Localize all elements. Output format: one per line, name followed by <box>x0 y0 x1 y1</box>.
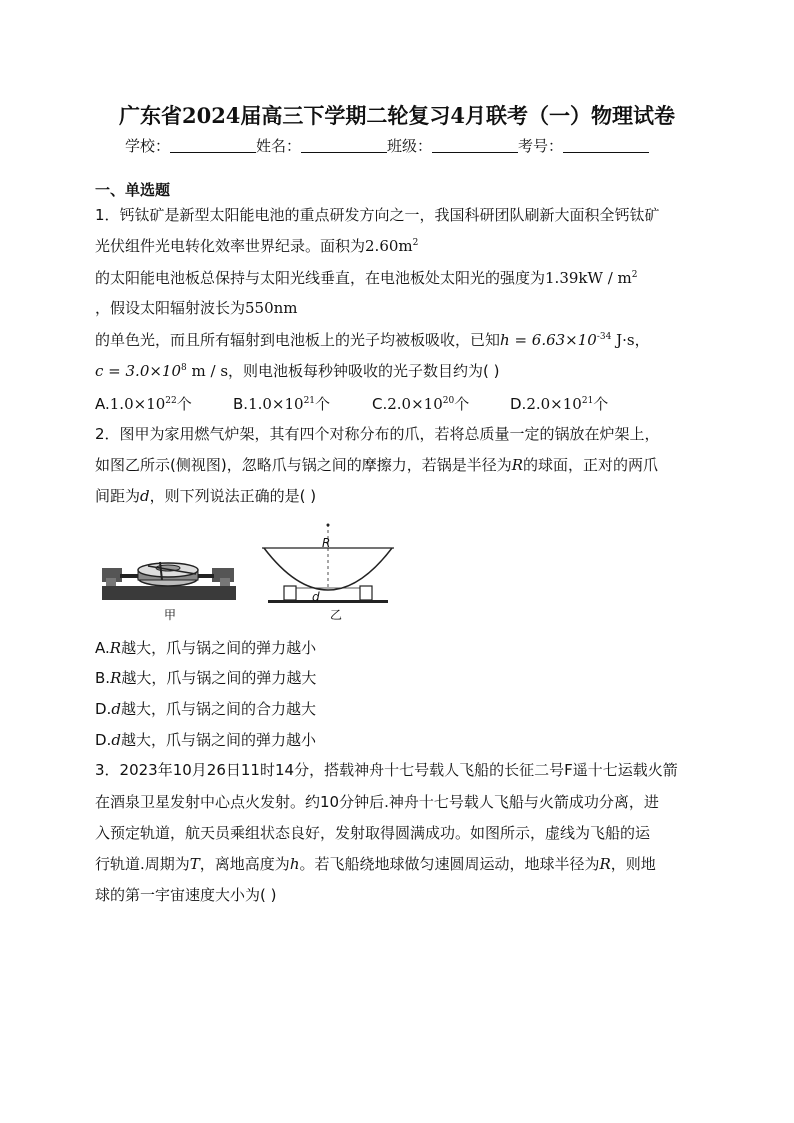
q1-lightspeed-exp: 8 <box>181 363 187 373</box>
q3-var-R: R <box>599 855 611 873</box>
q1-area-exp: 2 <box>412 238 419 248</box>
exam-no-label: 考号： <box>518 137 564 155</box>
q3-line-4 <box>95 854 656 874</box>
option-unit: 个 <box>454 395 470 413</box>
class-blank[interactable] <box>432 138 518 153</box>
q2-line-3 <box>95 486 316 506</box>
figure-yi-label: 乙 <box>330 608 343 622</box>
stove-right-foot <box>220 578 230 586</box>
q2-line-2-text-b: 的球面，正对的两爪 <box>523 456 659 474</box>
q1-line-6 <box>95 361 500 381</box>
option-label: D. <box>95 731 112 749</box>
option-unit: 个 <box>315 395 331 413</box>
q2-var-R: R <box>511 456 524 474</box>
option-value: 1.0×10 <box>109 395 166 413</box>
q1-line-6-text: ，则电池板每秒钟吸收的光子数目约为( ) <box>228 362 500 380</box>
option-exp: 21 <box>581 396 594 406</box>
q1-line-5 <box>95 330 650 350</box>
school-blank[interactable] <box>170 138 256 153</box>
q1-wavelength: 550nm <box>245 299 298 317</box>
option-text: 越大，爪与锅之间的合力越大 <box>120 700 316 718</box>
q1-line-3 <box>95 268 637 288</box>
left-claw <box>284 586 296 600</box>
name-label: 姓名： <box>256 137 302 155</box>
option-value: 1.0×10 <box>248 395 304 413</box>
q3-line-4-text-c: 。若飞船绕地球做匀速圆周运动，地球半径为 <box>299 855 600 873</box>
q3-var-h: h <box>289 855 300 873</box>
q2-option-b[interactable] <box>95 667 316 688</box>
q2-line-3-text: 间距为 <box>95 487 141 505</box>
q2-line-2-text: 如图乙所示(侧视图)，忽略爪与锅之间的摩擦力，若锅是半径为 <box>95 456 512 474</box>
q1-option-a[interactable] <box>95 393 192 414</box>
q1-lightspeed-unit: m / s <box>186 362 229 380</box>
q1-line-3-text: 的太阳能电池板总保持与太阳光线垂直，在电池板处太阳光的强度为 <box>95 269 546 287</box>
q3-line-5: 球的第一宇宙速度大小为( ) <box>95 886 277 904</box>
option-label: D. <box>510 395 527 413</box>
option-value: 2.0×10 <box>526 395 582 413</box>
q1-planck-exp: -34 <box>596 332 612 342</box>
sphere-center-dot <box>327 524 330 527</box>
right-claw <box>360 586 372 600</box>
q2-option-c[interactable] <box>95 698 316 719</box>
option-label: D. <box>95 700 112 718</box>
q2-option-a[interactable] <box>95 637 316 658</box>
option-value: 2.0×10 <box>387 395 443 413</box>
q1-line-1: 1．钙钛矿是新型太阳能电池的重点研发方向之一，我国科研团队刷新大面积全钙钛矿 <box>95 206 660 224</box>
option-unit: 个 <box>593 395 609 413</box>
q3-line-2: 在酒泉卫星发射中心点火发射。约10分钟后.神舟十七号载人飞船与火箭成功分离，进 <box>95 793 659 811</box>
page-title: 广东省2024届高三下学期二轮复习4月联考（一）物理试卷 <box>118 103 676 128</box>
q1-line-2-text: 光伏组件光电转化效率世界纪录。面积为 <box>95 237 366 255</box>
class-label: 班级： <box>387 137 433 155</box>
q1-line-4 <box>95 298 298 318</box>
option-var: d <box>111 700 121 718</box>
option-var: d <box>111 731 121 749</box>
option-text: 越大，爪与锅之间的弹力越小 <box>120 731 316 749</box>
figure-jia-label: 甲 <box>164 608 177 622</box>
figure-R-label: R <box>322 536 331 550</box>
q1-line-5-text: 的单色光，而且所有辐射到电池板上的光子均被板吸收，已知 <box>95 331 501 349</box>
q1-intensity-exp: 2 <box>631 270 638 280</box>
figure-gas-stove <box>100 540 240 606</box>
q1-line-4-text: ，假设太阳辐射波长为 <box>95 299 246 317</box>
option-exp: 22 <box>165 396 177 406</box>
option-text: 越大，爪与锅之间的弹力越大 <box>121 669 317 687</box>
student-info-line <box>125 135 649 156</box>
q3-line-4-text: 行轨道.周期为 <box>95 855 190 873</box>
stove-left-claw <box>120 574 140 578</box>
option-exp: 20 <box>442 396 455 406</box>
option-text: 越大，爪与锅之间的弹力越小 <box>121 639 317 657</box>
q1-option-c[interactable] <box>372 393 469 414</box>
exam-no-blank[interactable] <box>563 138 649 153</box>
option-var: R <box>110 669 122 687</box>
name-blank[interactable] <box>301 138 387 153</box>
q1-line-2 <box>95 236 418 256</box>
rack-base <box>268 600 388 603</box>
q2-var-d: d <box>140 487 150 505</box>
q1-intensity: 1.39kW / m <box>545 269 632 287</box>
school-label: 学校： <box>125 137 171 155</box>
option-var: R <box>109 639 122 657</box>
figure-d-label: d <box>312 590 320 604</box>
q3-line-4-text-b: ，离地高度为 <box>199 855 290 873</box>
stove-right-claw <box>196 574 214 578</box>
option-label: A. <box>95 639 110 657</box>
q2-option-d[interactable] <box>95 729 316 750</box>
q1-planck-unit: J·s， <box>611 331 650 349</box>
stove-base <box>102 586 236 600</box>
option-label: C. <box>372 395 388 413</box>
section-heading: 一、单选题 <box>95 181 171 199</box>
q2-line-1: 2．图甲为家用燃气炉架，其有四个对称分布的爪，若将总质量一定的锅放在炉架上， <box>95 425 660 443</box>
q1-lightspeed: c = 3.0×10 <box>95 362 182 380</box>
q3-line-4-text-d: ，则地 <box>610 855 656 873</box>
q2-line-2 <box>95 455 658 475</box>
q1-area: 2.60m <box>365 237 413 255</box>
q3-line-3: 入预定轨道，航天员乘组状态良好，发射取得圆满成功。如图所示，虚线为飞船的运 <box>95 824 651 842</box>
option-exp: 21 <box>303 396 316 406</box>
q1-planck: h = 6.63×10 <box>500 331 597 349</box>
q1-option-b[interactable] <box>233 393 330 414</box>
q3-var-T: T <box>189 855 200 873</box>
q1-option-d[interactable] <box>510 393 608 414</box>
q2-line-3-text-b: ，则下列说法正确的是( ) <box>149 487 317 505</box>
option-label: B. <box>95 669 111 687</box>
q3-line-1: 3．2023年10月26日11时14分，搭载神舟十七号载人飞船的长征二号F遥十七运载火箭 <box>95 761 678 779</box>
option-label: B. <box>233 395 249 413</box>
stove-left-foot <box>106 578 116 586</box>
option-label: A. <box>95 395 110 413</box>
option-unit: 个 <box>176 395 192 413</box>
